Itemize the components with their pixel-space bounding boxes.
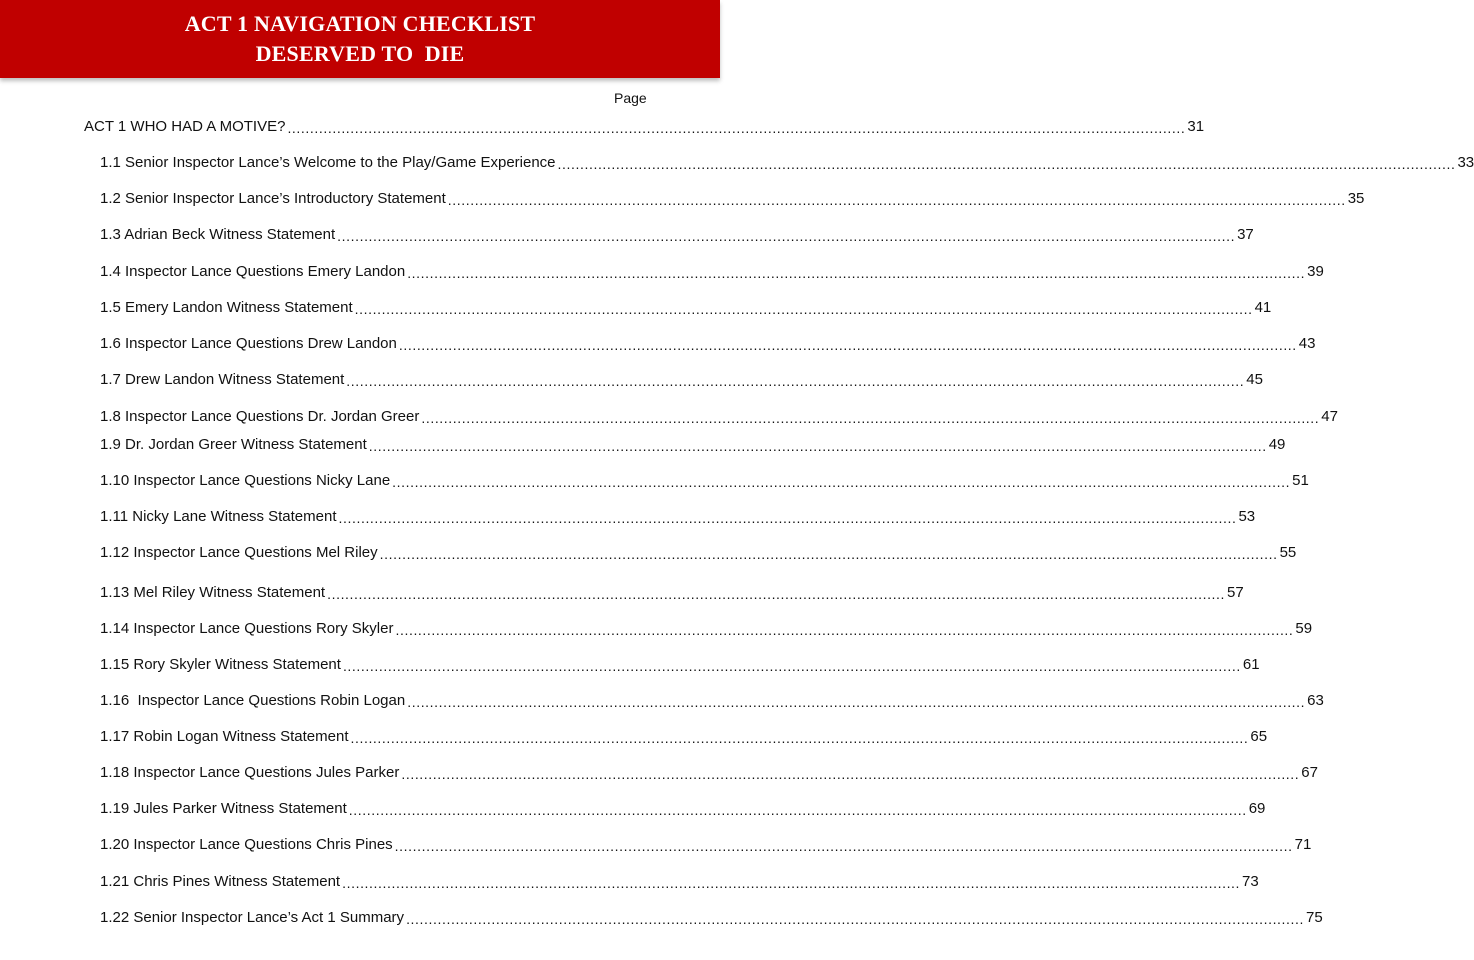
- toc-entry[interactable]: [100, 653, 1260, 675]
- toc-entry-title: 1.22 Senior Inspector Lance’s Act 1 Summary: [100, 909, 405, 926]
- toc-entry[interactable]: [100, 505, 1256, 527]
- toc-entry-page-number: 49: [1268, 436, 1286, 453]
- toc-entry-page-number: 41: [1254, 299, 1272, 316]
- dot-leader: ........................................................................................................................................................................................................: [337, 228, 1236, 244]
- toc-entry[interactable]: [100, 541, 1297, 563]
- dot-leader: ........................................................................................................................................................................................................: [407, 694, 1306, 710]
- dot-leader: ........................................................................................................................................................................................................: [394, 838, 1293, 854]
- toc-entry[interactable]: [100, 332, 1316, 354]
- toc-entry-title: 1.2 Senior Inspector Lance’s Introductory Statement: [100, 190, 446, 207]
- dot-leader: ........................................................................................................................................................................................................: [557, 156, 1456, 172]
- toc-entry-page-number: 53: [1238, 508, 1256, 525]
- dot-leader: ........................................................................................................................................................................................................: [398, 337, 1297, 353]
- dot-leader: ........................................................................................................................................................................................................: [287, 120, 1186, 136]
- toc-entry[interactable]: [100, 223, 1254, 245]
- toc-entry-title: 1.3 Adrian Beck Witness Statement: [100, 226, 336, 243]
- toc-entry-title: 1.16 Inspector Lance Questions Robin Logan: [100, 692, 406, 709]
- toc-entry-page-number: 73: [1242, 873, 1259, 890]
- toc-entry[interactable]: [100, 761, 1318, 783]
- dot-leader: ........................................................................................................................................................................................................: [342, 658, 1241, 674]
- toc-entry-title: 1.14 Inspector Lance Questions Rory Skyler: [100, 620, 394, 637]
- toc-entry-page-number: 67: [1301, 764, 1318, 781]
- toc-entry[interactable]: [100, 617, 1313, 639]
- toc-entry-title: 1.17 Robin Logan Witness Statement: [100, 728, 349, 745]
- toc-entry[interactable]: [100, 906, 1323, 928]
- dot-leader: ........................................................................................................................................................................................................: [395, 622, 1294, 638]
- toc-entry[interactable]: [100, 725, 1268, 747]
- toc-entry[interactable]: [100, 296, 1272, 318]
- toc-entry-page-number: 65: [1250, 728, 1268, 745]
- toc-entry-page-number: 69: [1248, 800, 1266, 817]
- dot-leader: ........................................................................................................................................................................................................: [368, 438, 1267, 454]
- toc-entry-page-number: 47: [1321, 408, 1338, 425]
- toc-entry-page-number: 55: [1279, 544, 1297, 561]
- dot-leader: ........................................................................................................................................................................................................: [401, 766, 1300, 782]
- toc-entry-title: 1.18 Inspector Lance Questions Jules Parker: [100, 764, 400, 781]
- toc-entry[interactable]: [100, 368, 1263, 390]
- dot-leader: ........................................................................................................................................................................................................: [338, 510, 1237, 526]
- toc-entry-title: 1.8 Inspector Lance Questions Dr. Jordan Greer: [100, 408, 420, 425]
- toc-heading-entry[interactable]: [84, 115, 1205, 137]
- toc-entry[interactable]: [100, 689, 1324, 711]
- toc-entry-title: 1.5 Emery Landon Witness Statement: [100, 299, 353, 316]
- toc-entry[interactable]: [100, 433, 1286, 455]
- dot-leader: ........................................................................................................................................................................................................: [327, 586, 1226, 602]
- toc-entry[interactable]: [100, 469, 1309, 491]
- checklist-subtitle: DESERVED TO DIE: [255, 41, 465, 66]
- toc-entry-page-number: 59: [1295, 620, 1313, 637]
- dot-leader: ........................................................................................................................................................................................................: [447, 192, 1346, 208]
- toc-entry-page-number: 61: [1242, 656, 1260, 673]
- dot-leader: ........................................................................................................................................................................................................: [350, 730, 1249, 746]
- toc-entry-page-number: 75: [1306, 909, 1323, 926]
- dot-leader: ........................................................................................................................................................................................................: [407, 265, 1306, 281]
- dot-leader: ........................................................................................................................................................................................................: [342, 875, 1241, 891]
- toc-entry[interactable]: [100, 870, 1259, 892]
- toc-entry-page-number: 39: [1307, 263, 1324, 280]
- toc-entry-title: 1.12 Inspector Lance Questions Mel Riley: [100, 544, 378, 561]
- toc-entry-page-number: 51: [1292, 472, 1309, 489]
- toc-entry-page-number: 45: [1246, 371, 1263, 388]
- toc-entry-title: 1.6 Inspector Lance Questions Drew Landon: [100, 335, 397, 352]
- toc-entry-page-number: 63: [1307, 692, 1324, 709]
- title-banner: [0, 0, 720, 78]
- toc-entry-page-number: 33: [1457, 154, 1474, 171]
- toc-entry-title: 1.11 Nicky Lane Witness Statement: [100, 508, 337, 525]
- toc-entry[interactable]: [100, 405, 1338, 427]
- page-column-label: Page: [614, 90, 647, 106]
- toc-entry-title: 1.19 Jules Parker Witness Statement: [100, 800, 347, 817]
- toc-entry-title: 1.15 Rory Skyler Witness Statement: [100, 656, 341, 673]
- toc-entry-title: 1.21 Chris Pines Witness Statement: [100, 873, 341, 890]
- toc-entry-title: 1.7 Drew Landon Witness Statement: [100, 371, 345, 388]
- toc-entry-title: 1.13 Mel Riley Witness Statement: [100, 584, 326, 601]
- toc-entry-page-number: 31: [1187, 118, 1205, 135]
- dot-leader: ........................................................................................................................................................................................................: [346, 373, 1245, 389]
- dot-leader: ........................................................................................................................................................................................................: [379, 546, 1278, 562]
- toc-entry-page-number: 35: [1347, 190, 1365, 207]
- dot-leader: ........................................................................................................................................................................................................: [421, 410, 1320, 426]
- toc-entry-page-number: 43: [1298, 335, 1316, 352]
- checklist-title: ACT 1 NAVIGATION CHECKLIST: [184, 11, 536, 36]
- toc-entry[interactable]: [100, 797, 1266, 819]
- dot-leader: ........................................................................................................................................................................................................: [406, 911, 1304, 927]
- toc-entry[interactable]: [100, 581, 1244, 603]
- toc-entry-page-number: 71: [1294, 836, 1312, 853]
- dot-leader: ........................................................................................................................................................................................................: [392, 474, 1291, 490]
- toc-entry[interactable]: [100, 260, 1324, 282]
- toc-entry-page-number: 57: [1227, 584, 1244, 601]
- toc-entry-title: 1.20 Inspector Lance Questions Chris Pines: [100, 836, 393, 853]
- toc-entry-title: ACT 1 WHO HAD A MOTIVE?: [84, 118, 286, 135]
- toc-entry[interactable]: [100, 151, 1474, 173]
- toc-entry-page-number: 37: [1237, 226, 1254, 243]
- toc-entry-title: 1.9 Dr. Jordan Greer Witness Statement: [100, 436, 367, 453]
- toc-entry-title: 1.4 Inspector Lance Questions Emery Landon: [100, 263, 406, 280]
- dot-leader: ........................................................................................................................................................................................................: [354, 301, 1253, 317]
- toc-entry-title: 1.1 Senior Inspector Lance’s Welcome to the Play/Game Experience: [100, 154, 556, 171]
- toc-entry-title: 1.10 Inspector Lance Questions Nicky Lane: [100, 472, 391, 489]
- toc-entry[interactable]: [100, 187, 1365, 209]
- dot-leader: ........................................................................................................................................................................................................: [348, 802, 1247, 818]
- toc-entry[interactable]: [100, 833, 1312, 855]
